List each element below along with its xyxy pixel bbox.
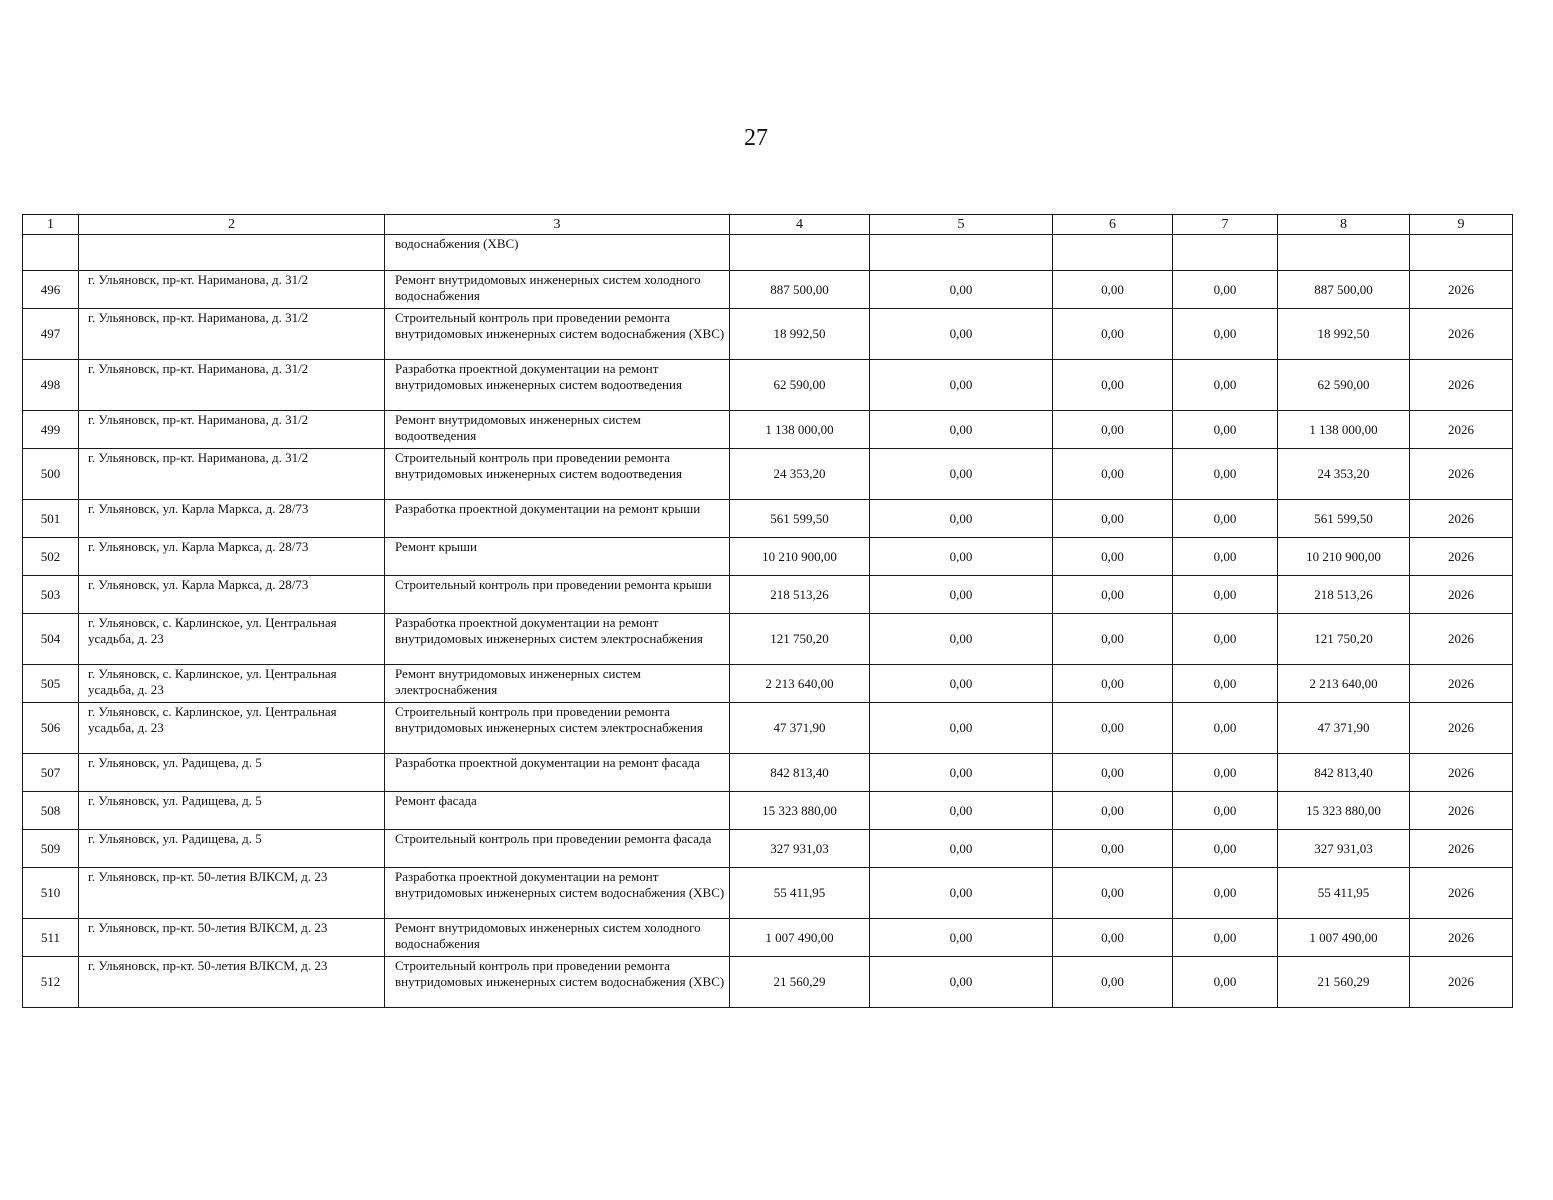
row-number-cell: 499 <box>23 411 79 449</box>
row-number-cell: 508 <box>23 792 79 830</box>
row-number-cell: 509 <box>23 830 79 868</box>
table-row <box>23 500 1513 538</box>
column-7-cell: 0,00 <box>1173 309 1278 360</box>
address-cell: г. Ульяновск, ул. Радищева, д. 5 <box>79 754 385 792</box>
address-cell: г. Ульяновск, ул. Радищева, д. 5 <box>79 792 385 830</box>
column-header-3: 3 <box>385 215 730 235</box>
year-cell: 2026 <box>1410 411 1513 449</box>
column-6-cell <box>1053 235 1173 271</box>
column-8-cell <box>1278 235 1410 271</box>
total-cost-cell: 47 371,90 <box>730 703 870 754</box>
address-cell: г. Ульяновск, пр-кт. 50-летия ВЛКСМ, д. 23 <box>79 868 385 919</box>
column-7-cell: 0,00 <box>1173 957 1278 1008</box>
year-cell: 2026 <box>1410 449 1513 500</box>
address-cell: г. Ульяновск, с. Карлинское, ул. Центральная усадьба, д. 23 <box>79 665 385 703</box>
address-cell: г. Ульяновск, с. Карлинское, ул. Центральная усадьба, д. 23 <box>79 703 385 754</box>
address-cell: г. Ульяновск, пр-кт. Нариманова, д. 31/2 <box>79 360 385 411</box>
table-row <box>23 271 1513 309</box>
address-cell: г. Ульяновск, пр-кт. 50-летия ВЛКСМ, д. 23 <box>79 957 385 1008</box>
table-row <box>23 449 1513 500</box>
year-cell: 2026 <box>1410 665 1513 703</box>
column-6-cell: 0,00 <box>1053 309 1173 360</box>
address-cell: г. Ульяновск, ул. Карла Маркса, д. 28/73 <box>79 576 385 614</box>
column-5-cell: 0,00 <box>870 576 1053 614</box>
table-row <box>23 614 1513 665</box>
column-6-cell: 0,00 <box>1053 830 1173 868</box>
row-number-cell <box>23 235 79 271</box>
year-cell: 2026 <box>1410 957 1513 1008</box>
column-6-cell: 0,00 <box>1053 576 1173 614</box>
column-7-cell: 0,00 <box>1173 754 1278 792</box>
column-header-4: 4 <box>730 215 870 235</box>
total-cost-cell: 842 813,40 <box>730 754 870 792</box>
column-8-cell: 218 513,26 <box>1278 576 1410 614</box>
column-7-cell: 0,00 <box>1173 538 1278 576</box>
year-cell: 2026 <box>1410 614 1513 665</box>
column-7-cell: 0,00 <box>1173 665 1278 703</box>
column-5-cell: 0,00 <box>870 830 1053 868</box>
column-8-cell: 24 353,20 <box>1278 449 1410 500</box>
total-cost-cell: 1 138 000,00 <box>730 411 870 449</box>
column-header-9: 9 <box>1410 215 1513 235</box>
column-6-cell: 0,00 <box>1053 957 1173 1008</box>
column-header-6: 6 <box>1053 215 1173 235</box>
total-cost-cell <box>730 235 870 271</box>
column-7-cell: 0,00 <box>1173 830 1278 868</box>
row-number-cell: 511 <box>23 919 79 957</box>
total-cost-cell: 121 750,20 <box>730 614 870 665</box>
row-number-cell: 500 <box>23 449 79 500</box>
address-cell <box>79 235 385 271</box>
column-7-cell <box>1173 235 1278 271</box>
column-8-cell: 1 138 000,00 <box>1278 411 1410 449</box>
year-cell: 2026 <box>1410 703 1513 754</box>
table-row <box>23 309 1513 360</box>
total-cost-cell: 24 353,20 <box>730 449 870 500</box>
column-7-cell: 0,00 <box>1173 792 1278 830</box>
address-cell: г. Ульяновск, пр-кт. Нариманова, д. 31/2 <box>79 411 385 449</box>
row-number-cell: 497 <box>23 309 79 360</box>
column-5-cell: 0,00 <box>870 309 1053 360</box>
column-8-cell: 121 750,20 <box>1278 614 1410 665</box>
column-6-cell: 0,00 <box>1053 538 1173 576</box>
column-8-cell: 62 590,00 <box>1278 360 1410 411</box>
work-type-cell: Ремонт внутридомовых инженерных систем холодного водоснабжения <box>385 919 730 957</box>
column-6-cell: 0,00 <box>1053 614 1173 665</box>
year-cell: 2026 <box>1410 754 1513 792</box>
column-5-cell: 0,00 <box>870 957 1053 1008</box>
column-6-cell: 0,00 <box>1053 449 1173 500</box>
work-type-cell: Разработка проектной документации на ремонт внутридомовых инженерных систем электроснабжения <box>385 614 730 665</box>
total-cost-cell: 10 210 900,00 <box>730 538 870 576</box>
column-7-cell: 0,00 <box>1173 271 1278 309</box>
column-7-cell: 0,00 <box>1173 449 1278 500</box>
row-number-cell: 502 <box>23 538 79 576</box>
year-cell: 2026 <box>1410 309 1513 360</box>
work-type-cell: Ремонт внутридомовых инженерных систем водоотведения <box>385 411 730 449</box>
row-number-cell: 507 <box>23 754 79 792</box>
total-cost-cell: 18 992,50 <box>730 309 870 360</box>
row-number-cell: 504 <box>23 614 79 665</box>
column-5-cell: 0,00 <box>870 500 1053 538</box>
column-7-cell: 0,00 <box>1173 919 1278 957</box>
table-row <box>23 754 1513 792</box>
work-type-cell: Разработка проектной документации на ремонт внутридомовых инженерных систем водоснабжения (ХВС) <box>385 868 730 919</box>
column-8-cell: 842 813,40 <box>1278 754 1410 792</box>
column-8-cell: 887 500,00 <box>1278 271 1410 309</box>
year-cell: 2026 <box>1410 360 1513 411</box>
column-5-cell: 0,00 <box>870 614 1053 665</box>
column-6-cell: 0,00 <box>1053 919 1173 957</box>
continuation-row <box>23 235 1513 271</box>
address-cell: г. Ульяновск, пр-кт. Нариманова, д. 31/2 <box>79 449 385 500</box>
row-number-cell: 512 <box>23 957 79 1008</box>
address-cell: г. Ульяновск, пр-кт. Нариманова, д. 31/2 <box>79 271 385 309</box>
column-8-cell: 47 371,90 <box>1278 703 1410 754</box>
column-8-cell: 18 992,50 <box>1278 309 1410 360</box>
work-type-cell: Строительный контроль при проведении ремонта фасада <box>385 830 730 868</box>
address-cell: г. Ульяновск, пр-кт. 50-летия ВЛКСМ, д. 23 <box>79 919 385 957</box>
table-row <box>23 792 1513 830</box>
year-cell: 2026 <box>1410 538 1513 576</box>
year-cell: 2026 <box>1410 271 1513 309</box>
column-6-cell: 0,00 <box>1053 411 1173 449</box>
year-cell <box>1410 235 1513 271</box>
year-cell: 2026 <box>1410 830 1513 868</box>
row-number-cell: 503 <box>23 576 79 614</box>
column-5-cell: 0,00 <box>870 868 1053 919</box>
row-number-cell: 498 <box>23 360 79 411</box>
column-header-2: 2 <box>79 215 385 235</box>
column-header-8: 8 <box>1278 215 1410 235</box>
column-8-cell: 327 931,03 <box>1278 830 1410 868</box>
row-number-cell: 501 <box>23 500 79 538</box>
column-7-cell: 0,00 <box>1173 576 1278 614</box>
column-5-cell: 0,00 <box>870 449 1053 500</box>
table-row <box>23 957 1513 1008</box>
work-type-cell: Разработка проектной документации на ремонт фасада <box>385 754 730 792</box>
year-cell: 2026 <box>1410 792 1513 830</box>
work-type-cell: Строительный контроль при проведении ремонта внутридомовых инженерных систем водоснабжения (ХВС) <box>385 309 730 360</box>
column-8-cell: 2 213 640,00 <box>1278 665 1410 703</box>
address-cell: г. Ульяновск, с. Карлинское, ул. Центральная усадьба, д. 23 <box>79 614 385 665</box>
table-row <box>23 360 1513 411</box>
column-7-cell: 0,00 <box>1173 868 1278 919</box>
column-5-cell: 0,00 <box>870 411 1053 449</box>
column-header-7: 7 <box>1173 215 1278 235</box>
table-body <box>23 235 1513 1008</box>
total-cost-cell: 327 931,03 <box>730 830 870 868</box>
column-5-cell: 0,00 <box>870 360 1053 411</box>
total-cost-cell: 55 411,95 <box>730 868 870 919</box>
column-header-5: 5 <box>870 215 1053 235</box>
table-row <box>23 703 1513 754</box>
work-type-cell: водоснабжения (ХВС) <box>385 235 730 271</box>
year-cell: 2026 <box>1410 868 1513 919</box>
column-5-cell <box>870 235 1053 271</box>
column-6-cell: 0,00 <box>1053 792 1173 830</box>
column-8-cell: 1 007 490,00 <box>1278 919 1410 957</box>
address-cell: г. Ульяновск, ул. Карла Маркса, д. 28/73 <box>79 500 385 538</box>
column-number-header-row <box>23 215 1513 235</box>
column-6-cell: 0,00 <box>1053 500 1173 538</box>
column-8-cell: 55 411,95 <box>1278 868 1410 919</box>
address-cell: г. Ульяновск, ул. Радищева, д. 5 <box>79 830 385 868</box>
address-cell: г. Ульяновск, пр-кт. Нариманова, д. 31/2 <box>79 309 385 360</box>
row-number-cell: 506 <box>23 703 79 754</box>
column-7-cell: 0,00 <box>1173 411 1278 449</box>
total-cost-cell: 561 599,50 <box>730 500 870 538</box>
column-8-cell: 21 560,29 <box>1278 957 1410 1008</box>
work-type-cell: Ремонт фасада <box>385 792 730 830</box>
column-6-cell: 0,00 <box>1053 754 1173 792</box>
table-row <box>23 538 1513 576</box>
total-cost-cell: 1 007 490,00 <box>730 919 870 957</box>
table-row <box>23 868 1513 919</box>
row-number-cell: 505 <box>23 665 79 703</box>
total-cost-cell: 2 213 640,00 <box>730 665 870 703</box>
column-6-cell: 0,00 <box>1053 703 1173 754</box>
column-7-cell: 0,00 <box>1173 360 1278 411</box>
year-cell: 2026 <box>1410 919 1513 957</box>
work-type-cell: Ремонт крыши <box>385 538 730 576</box>
column-5-cell: 0,00 <box>870 754 1053 792</box>
repair-register-table <box>22 214 1513 1008</box>
total-cost-cell: 218 513,26 <box>730 576 870 614</box>
work-type-cell: Строительный контроль при проведении ремонта внутридомовых инженерных систем электроснабжения <box>385 703 730 754</box>
table-row <box>23 411 1513 449</box>
row-number-cell: 510 <box>23 868 79 919</box>
year-cell: 2026 <box>1410 500 1513 538</box>
column-5-cell: 0,00 <box>870 665 1053 703</box>
column-6-cell: 0,00 <box>1053 271 1173 309</box>
column-5-cell: 0,00 <box>870 792 1053 830</box>
work-type-cell: Ремонт внутридомовых инженерных систем холодного водоснабжения <box>385 271 730 309</box>
page-number: 27 <box>744 125 768 151</box>
column-7-cell: 0,00 <box>1173 703 1278 754</box>
total-cost-cell: 15 323 880,00 <box>730 792 870 830</box>
address-cell: г. Ульяновск, ул. Карла Маркса, д. 28/73 <box>79 538 385 576</box>
table-row <box>23 665 1513 703</box>
work-type-cell: Строительный контроль при проведении ремонта крыши <box>385 576 730 614</box>
total-cost-cell: 21 560,29 <box>730 957 870 1008</box>
table-row <box>23 830 1513 868</box>
column-5-cell: 0,00 <box>870 919 1053 957</box>
column-6-cell: 0,00 <box>1053 868 1173 919</box>
row-number-cell: 496 <box>23 271 79 309</box>
work-type-cell: Разработка проектной документации на ремонт крыши <box>385 500 730 538</box>
total-cost-cell: 887 500,00 <box>730 271 870 309</box>
column-6-cell: 0,00 <box>1053 360 1173 411</box>
year-cell: 2026 <box>1410 576 1513 614</box>
work-type-cell: Разработка проектной документации на ремонт внутридомовых инженерных систем водоотведения <box>385 360 730 411</box>
column-8-cell: 10 210 900,00 <box>1278 538 1410 576</box>
column-5-cell: 0,00 <box>870 703 1053 754</box>
column-header-1: 1 <box>23 215 79 235</box>
table-row <box>23 576 1513 614</box>
column-8-cell: 561 599,50 <box>1278 500 1410 538</box>
column-5-cell: 0,00 <box>870 538 1053 576</box>
table-row <box>23 919 1513 957</box>
work-type-cell: Ремонт внутридомовых инженерных систем электроснабжения <box>385 665 730 703</box>
column-8-cell: 15 323 880,00 <box>1278 792 1410 830</box>
work-type-cell: Строительный контроль при проведении ремонта внутридомовых инженерных систем водоотведения <box>385 449 730 500</box>
column-6-cell: 0,00 <box>1053 665 1173 703</box>
column-5-cell: 0,00 <box>870 271 1053 309</box>
column-7-cell: 0,00 <box>1173 614 1278 665</box>
total-cost-cell: 62 590,00 <box>730 360 870 411</box>
work-type-cell: Строительный контроль при проведении ремонта внутридомовых инженерных систем водоснабжения (ХВС) <box>385 957 730 1008</box>
column-7-cell: 0,00 <box>1173 500 1278 538</box>
